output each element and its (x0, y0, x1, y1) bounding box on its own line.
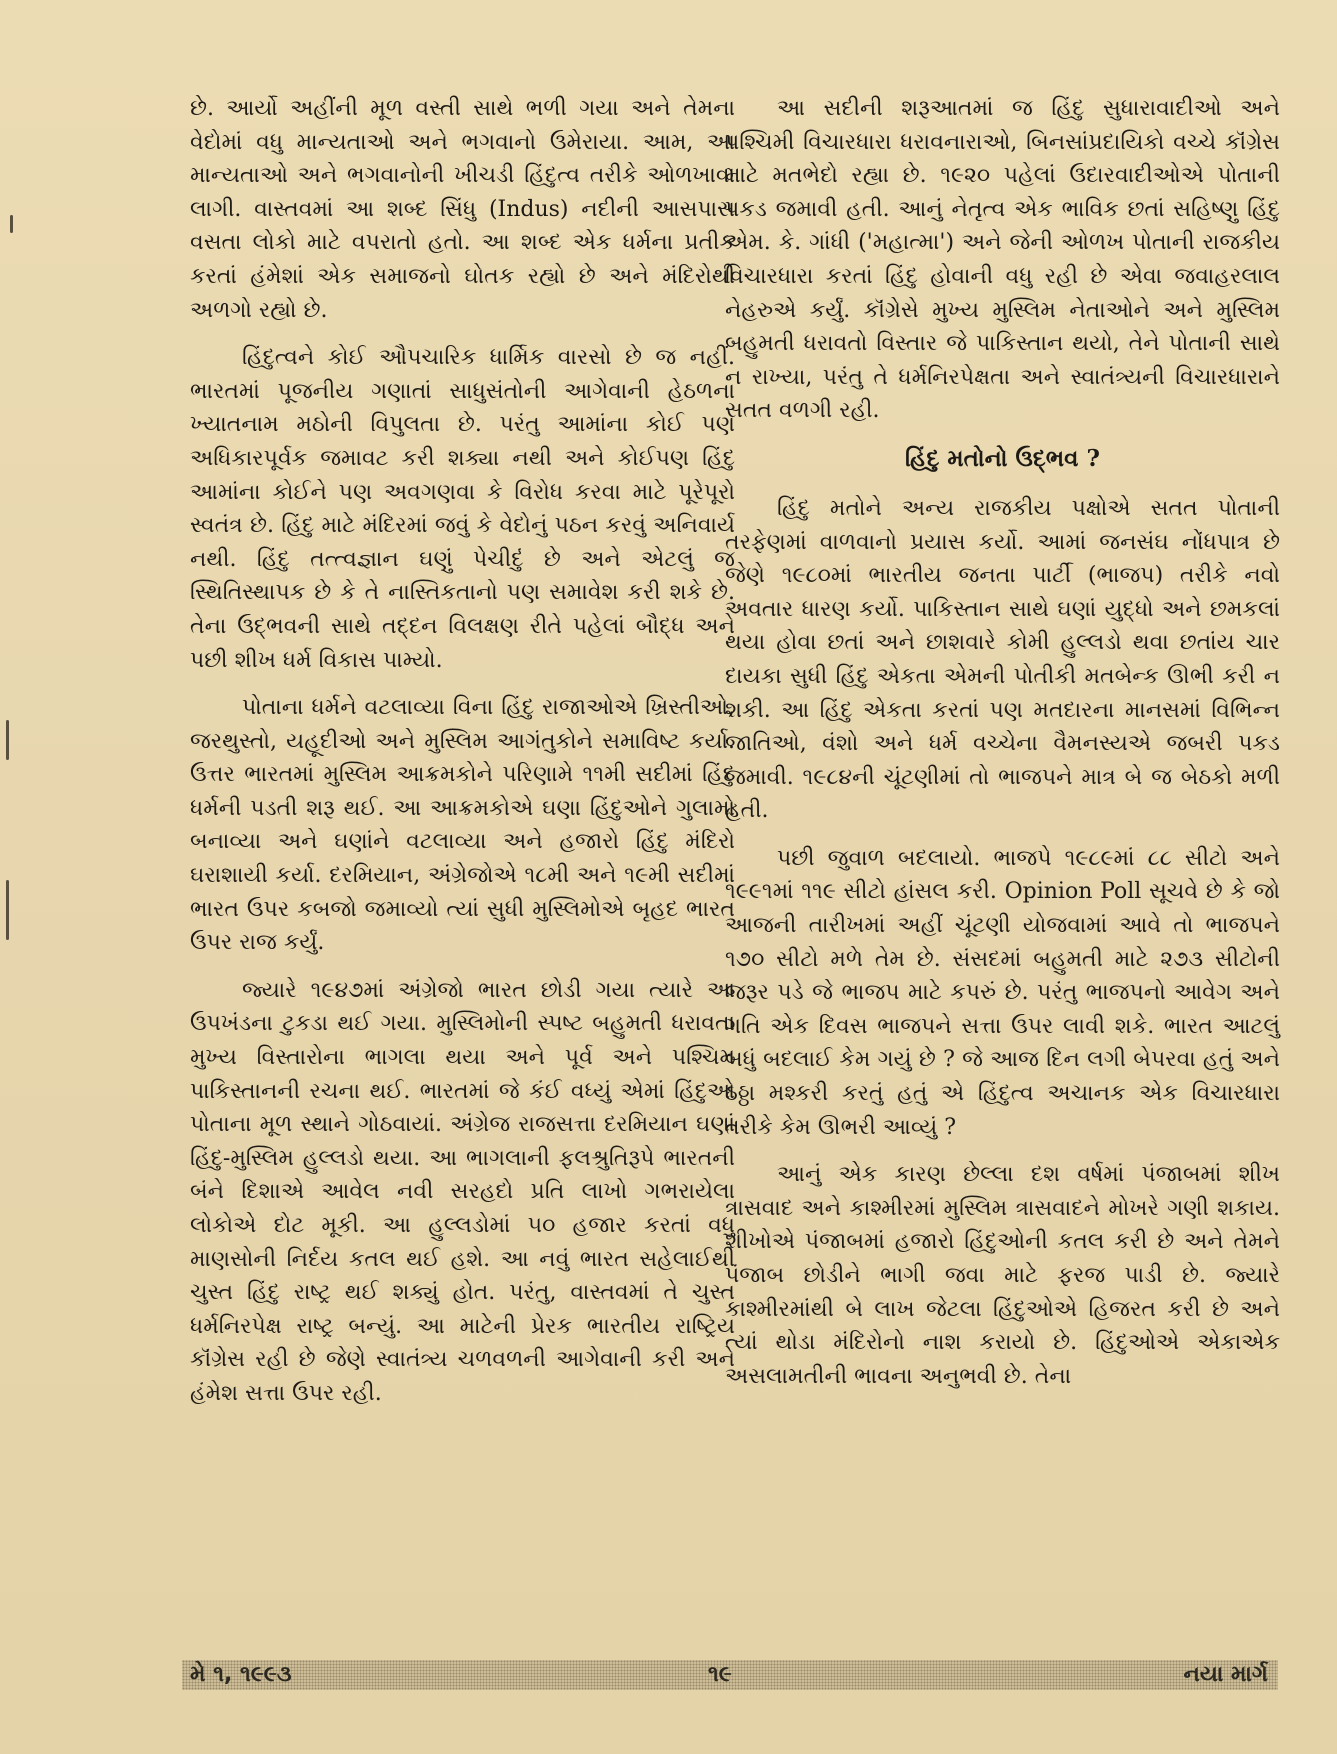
margin-mark (6, 880, 9, 940)
paragraph: આ સદીની શરૂઆતમાં જ હિંદુ સુધારાવાદીઓ અને પશ્ચિમી વિચારધારા ધરાવનારાઓ, બિનસાંપ્રદાયિકો વચ્ચે કૉંગ્રેસ માટે મતભેદો રહ્યા છે. ૧૯૨૦ પહેલાં ઉદારવાદીઓએ પોતાની પકડ જમાવી હતી. આનું નેતૃત્વ એક ભાવિક છતાં સહિષ્ણુ હિંદુ એમ. કે. ગાંધી ('મહાત્મા') અને જેની ઓળખ પોતાની રાજકીય વિચારધારા કરતાં હિંદુ હોવાની વધુ રહી છે એવા જવાહરલાલ નેહરુએ કર્યું. કૉંગ્રેસે મુખ્ય મુસ્લિમ નેતાઓને અને મુસ્લિમ બહુમતી ધરાવતો વિસ્તાર જે પાકિસ્તાન થયો, તેને પોતાની સાથે ન રાખ્યા, પરંતુ તે ધર્મનિરપેક્ષતા અને સ્વાતંત્ર્યની વિચારધારાને સતત વળગી રહી. (725, 96, 1280, 424)
magazine-name: નયા માર્ગ (1183, 1662, 1268, 1687)
section-heading: હિંદુ મતોનો ઉદ્ભવ ? (904, 444, 1100, 472)
margin-mark (6, 720, 9, 760)
page-footer (182, 1660, 1278, 1690)
paragraph: છે. આર્યો અહીંની મૂળ વસ્તી સાથે ભળી ગયા અને તેમના વેદોમાં વધુ માન્યતાઓ અને ભગવાનો ઉમેરાયા. આમ, આ માન્યતાઓ અને ભગવાનોની ખીચડી હિંદુત્વ તરીકે ઓળખાવા લાગી. વાસ્તવમાં આ શબ્દ સિંધુ (Indus) નદીની આસપાસ વસતા લોકો માટે વપરાતો હતો. આ શબ્દ એક ધર્મના પ્રતીક કરતાં હંમેશાં એક સમાજનો ઘોતક રહ્યો છે અને મંદિરોથી અળગો રહ્યો છે. (190, 96, 735, 323)
right-column (725, 92, 1280, 1407)
paragraph: હિંદુ મતોને અન્ય રાજકીય પક્ષોએ સતત પોતાની તરફેણમાં વાળવાનો પ્રયાસ કર્યો. આમાં જનસંઘ નોંધપાત્ર છે જેણે ૧૯૮૦માં ભારતીય જનતા પાર્ટી (ભાજપ) તરીકે નવો અવતાર ધારણ કર્યો. પાકિસ્તાન સાથે ઘણાં યુદ્ધો અને છમકલાં થયા હોવા છતાં અને છાશવારે કોમી હુલ્લડો થવા છતાંય ચાર દાયકા સુધી હિંદુ એકતા એમની પોતીકી મતબેન્ક ઊભી કરી ન શકી. આ હિંદુ એકતા કરતાં પણ મતદારના માનસમાં વિભિન્ન જાતિઓ, વંશો અને ધર્મ વચ્ચેના વૈમનસ્યએ જબરી પકડ જમાવી. ૧૯૮૪ની ચૂંટણીમાં તો ભાજપને માત્ર બે જ બેઠકો મળી હતી. (725, 495, 1280, 824)
page-number: ૧૯ (708, 1662, 732, 1687)
paragraph: આનું એક કારણ છેલ્લા દશ વર્ષમાં પંજાબમાં શીખ ત્રાસવાદ અને કાશ્મીરમાં મુસ્લિમ ત્રાસવાદને મોખરે ગણી શકાય. શીખોએ પંજાબમાં હજારો હિંદુઓની કતલ કરી છે અને તેમને પંજાબ છોડીને ભાગી જવા માટે ફરજ પાડી છે. જ્યારે કાશ્મીરમાંથી બે લાખ જેટલા હિંદુઓએ હિજરત કરી છે અને ત્યાં થોડા મંદિરોનો નાશ કરાયો છે. હિંદુઓએ એકાએક અસલામતીની ભાવના અનુભવી છે. તેના (725, 1162, 1280, 1389)
paragraph: હિંદુત્વને કોઈ ઔપચારિક ધાર્મિક વારસો છે જ નહીં. ભારતમાં પૂજનીય ગણાતાં સાધુસંતોની આગેવાની હેઠળના ખ્યાતનામ મઠોની વિપુલતા છે. પરંતુ આમાંના કોઈ પણ અધિકારપૂર્વક જમાવટ કરી શક્યા નથી અને કોઈપણ હિંદુ આમાંના કોઈને પણ અવગણવા કે વિરોધ કરવા માટે પૂરેપૂરો સ્વતંત્ર છે. હિંદુ માટે મંદિરમાં જવું કે વેદોનું પઠન કરવું અનિવાર્ય નથી. હિંદુ તત્ત્વજ્ઞાન ઘણું પેચીદું છે અને એટલું જ સ્થિતિસ્થાપક છે કે તે નાસ્તિકતાનો પણ સમાવેશ કરી શકે છે. તેના ઉદ્ભવની સાથે તદ્દન વિલક્ષણ રીતે પહેલાં બૌદ્ધ અને પછી શીખ ધર્મ વિકાસ પામ્યો. (190, 345, 735, 673)
paragraph: જ્યારે ૧૯૪૭માં અંગ્રેજો ભારત છોડી ગયા ત્યારે આ ઉપખંડના ટુકડા થઈ ગયા. મુસ્લિમોની સ્પષ્ટ બહુમતી ધરાવતા મુખ્ય વિસ્તારોના ભાગલા થયા અને પૂર્વ અને પશ્ચિમ પાકિસ્તાનની રચના થઈ. ભારતમાં જે કંઈ વધ્યું એમાં હિંદુઓ પોતાના મૂળ સ્થાને ગોઠવાયાં. અંગ્રેજ રાજસત્તા દરમિયાન ઘણાં હિંદુ-મુસ્લિમ હુલ્લડો થયા. આ ભાગલાની ફલશ્રુતિરૂપે ભારતની બંને દિશાએ આવેલ નવી સરહદો પ્રતિ લાખો ગભરાયેલા લોકોએ દોટ મૂકી. આ હુલ્લડોમાં ૫૦ હજાર કરતાં વધુ માણસોની નિર્દય કતલ થઈ હશે. આ નવું ભારત સહેલાઈથી ચુસ્ત હિંદુ રાષ્ટ્ર થઈ શક્યું હોત. પરંતુ, વાસ્તવમાં તે ચુસ્ત ધર્મનિરપેક્ષ રાષ્ટ્ર બન્યું. આ માટેની પ્રેરક ભારતીય રાષ્ટ્રિય કૉંગ્રેસ રહી છે જેણે સ્વાતંત્ર્ય ચળવળની આગેવાની કરી અને હંમેશ સત્તા ઉપર રહી. (190, 977, 735, 1406)
paragraph: પોતાના ધર્મને વટલાવ્યા વિના હિંદુ રાજાઓએ ખ્રિસ્તીઓ, જરથુસ્તો, યહૂદીઓ અને મુસ્લિમ આગંતુકોને સમાવિષ્ટ કર્યા. ઉત્તર ભારતમાં મુસ્લિમ આક્રમકોને પરિણામે ૧૧મી સદીમાં હિંદુ ધર્મની પડતી શરૂ થઈ. આ આક્રમકોએ ઘણા હિંદુઓને ગુલામો બનાવ્યા અને ઘણાંને વટલાવ્યા અને હજારો હિંદુ મંદિરો ઘરાશાયી કર્યા. દરમિયાન, અંગ્રેજોએ ૧૮મી અને ૧૯મી સદીમાં ભારત ઉપર કબજો જમાવ્યો ત્યાં સુધી મુસ્લિમોએ બૃહદ ભારત ઉપર રાજ કર્યું. (190, 695, 735, 956)
margin-mark (10, 215, 13, 233)
left-column (190, 92, 735, 1425)
paragraph: પછી જુવાળ બદલાયો. ભાજપે ૧૯૮૯માં ૮૮ સીટો અને ૧૯૯૧માં ૧૧૯ સીટો હાંસલ કરી. Opinion Poll સૂચવે છે કે જો આજની તારીખમાં અહીં ચૂંટણી યોજવામાં આવે તો ભાજપને ૧૭૦ સીટો મળે તેમ છે. સંસદમાં બહુમતી માટે ૨૭૩ સીટોની જરૂર પડે જે ભાજપ માટે કપરું છે. પરંતુ ભાજપનો આવેગ અને ગતિ એક દિવસ ભાજપને સત્તા ઉપર લાવી શકે. ભારત આટલું બધું બદલાઈ કેમ ગયું છે ? જે આજ દિન લગી બેપરવા હતું અને ઠઠ્ઠા મશ્કરી કરતું હતું એ હિંદુત્વ અચાનક એક વિચારધારા તરીકે કેમ ઊભરી આવ્યું ? (725, 845, 1280, 1140)
issue-date: મે ૧, ૧૯૯૩ (190, 1662, 292, 1687)
